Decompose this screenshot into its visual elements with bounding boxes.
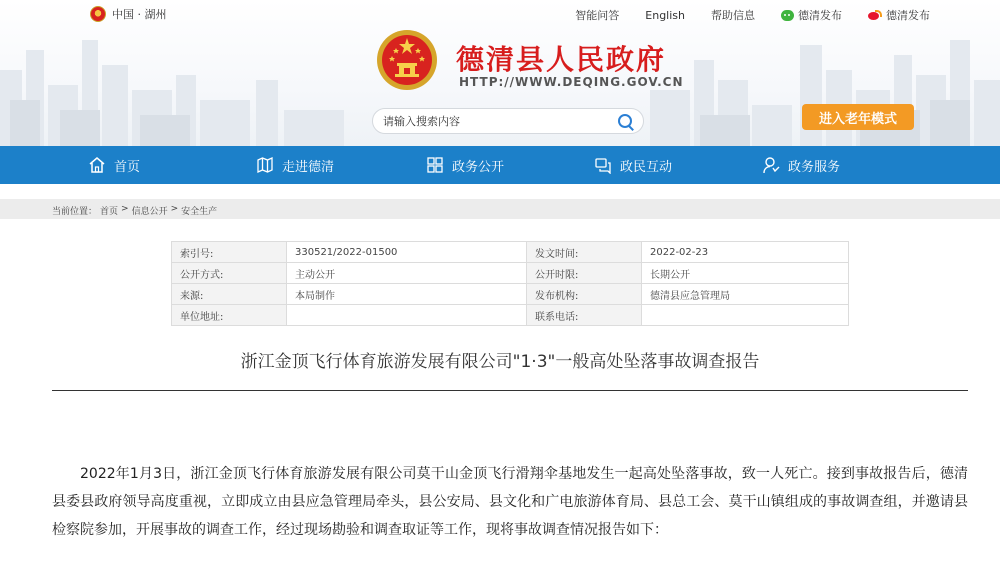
map-icon [256, 156, 274, 174]
nav-label-interaction: 政民互动 [620, 159, 673, 175]
meta-key: 来源: [172, 284, 287, 305]
article-title: 浙江金顶飞行体育旅游发展有限公司"1·3"一般高处坠落事故调查报告 [240, 352, 760, 372]
meta-value: 德清县应急管理局 [642, 284, 849, 305]
grid-icon [426, 156, 444, 174]
breadcrumb-safety[interactable]: 安全生产 [181, 207, 218, 217]
meta-value: 2022-02-23 [642, 242, 849, 263]
title-divider [52, 390, 968, 391]
site-title[interactable]: 德清县人民政府 [456, 43, 667, 76]
weibo-label: 德清发布 [886, 9, 930, 22]
main-nav [0, 146, 1000, 184]
breadcrumb-separator: > [170, 204, 179, 214]
home-icon [88, 156, 106, 174]
weibo-icon [868, 10, 882, 21]
table-row [172, 263, 849, 284]
meta-value: 本局制作 [287, 284, 527, 305]
wechat-link[interactable] [781, 7, 842, 23]
nav-label-home: 首页 [114, 159, 141, 175]
top-bar [0, 0, 1000, 28]
national-emblem-logo[interactable] [376, 29, 438, 91]
table-row [172, 305, 849, 326]
meta-value [287, 305, 527, 326]
meta-key: 公开时限: [527, 263, 642, 284]
breadcrumb-separator: > [121, 204, 129, 214]
meta-value: 主动公开 [287, 263, 527, 284]
elder-mode-button[interactable]: 进入老年模式 [802, 104, 914, 130]
search-icon[interactable] [617, 113, 635, 131]
nav-label-about: 走进德清 [282, 159, 335, 175]
breadcrumb-bar [0, 199, 1000, 219]
nav-item-interaction[interactable] [594, 146, 672, 184]
weibo-link[interactable] [868, 7, 930, 23]
meta-key: 索引号: [172, 242, 287, 263]
nav-item-home[interactable] [88, 146, 140, 184]
smart-qa-link[interactable]: 智能问答 [575, 9, 620, 22]
english-link[interactable]: English [645, 8, 685, 22]
region-indicator[interactable] [90, 6, 167, 22]
nav-item-services[interactable] [762, 146, 840, 184]
table-row [172, 284, 849, 305]
meta-key: 发布机构: [527, 284, 642, 305]
meta-value: 330521/2022-01500 [287, 242, 527, 263]
nav-item-about[interactable] [256, 146, 334, 184]
document-meta-table [171, 241, 849, 326]
top-links [575, 7, 930, 23]
breadcrumb-prefix: 当前位置： [52, 207, 98, 217]
wechat-icon [781, 10, 794, 21]
nav-label-gov-info: 政务公开 [452, 159, 505, 175]
meta-key: 发文时间: [527, 242, 642, 263]
breadcrumb-info[interactable]: 信息公开 [131, 207, 168, 217]
meta-value [642, 305, 849, 326]
table-row [172, 242, 849, 263]
meta-key: 公开方式: [172, 263, 287, 284]
search-input[interactable] [373, 115, 603, 128]
site-header [0, 0, 1000, 146]
meta-key: 联系电话: [527, 305, 642, 326]
meta-value: 长期公开 [642, 263, 849, 284]
help-info-link[interactable]: 帮助信息 [711, 9, 755, 22]
article-paragraph: 2022年1月3日，浙江金顶飞行体育旅游发展有限公司莫干山金顶飞行滑翔伞基地发生一起高处坠落事故，致一人死亡。接到事故报告后，德清县委县政府领导高度重视，立即成立由县应急管理局牵头，县公安局、县文化和广电旅游体育局、县总工会、莫干山镇组成的事故调查组，并邀请县检察院参加，开展事故的调查工作，经过现场勘验和调查取证等工作，现将事故调查情况报告如下： [52, 466, 968, 538]
nav-label-services: 政务服务 [788, 159, 841, 175]
wechat-label: 德清发布 [798, 9, 842, 22]
meta-key: 单位地址: [172, 305, 287, 326]
site-url: HTTP://WWW.DEQING.GOV.CN [459, 75, 684, 89]
interaction-icon [594, 156, 612, 174]
breadcrumb-home[interactable]: 首页 [100, 207, 119, 217]
region-label: 中国 · 湖州 [112, 8, 167, 21]
breadcrumb [52, 204, 217, 217]
user-icon [762, 156, 780, 174]
nav-item-gov-info[interactable] [426, 146, 504, 184]
national-emblem-icon [90, 6, 106, 22]
search-box [372, 108, 644, 134]
